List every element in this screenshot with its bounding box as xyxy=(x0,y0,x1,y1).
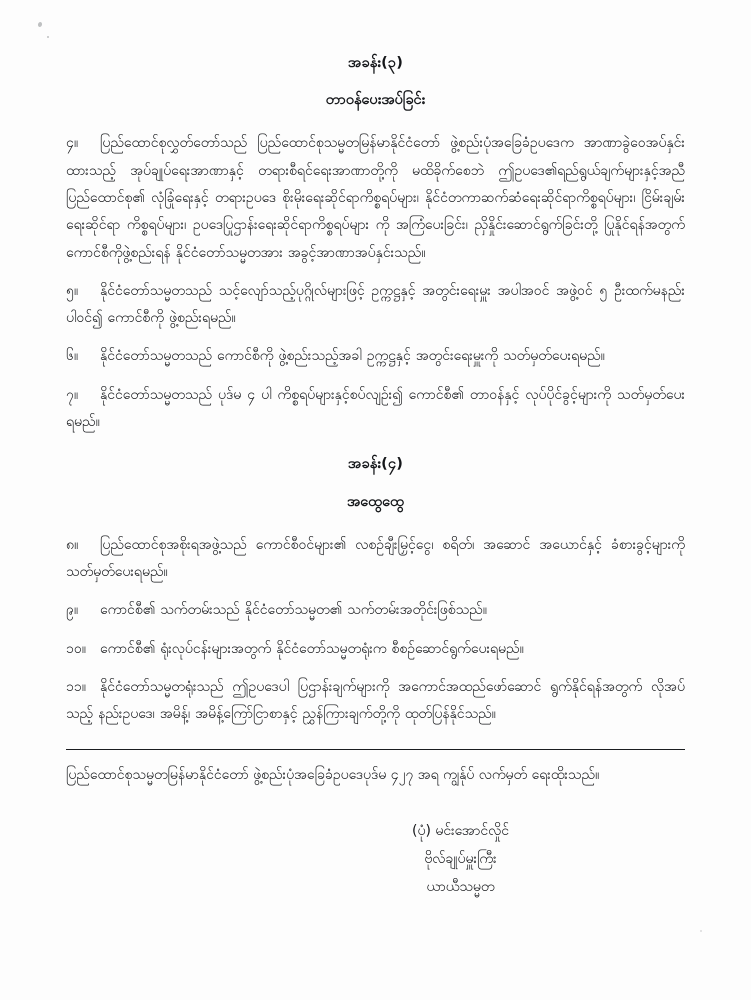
paragraph-8 xyxy=(66,532,685,587)
paragraph-10-text: ကောင်စီ၏ ရုံးလုပ်ငန်းများအတွက် နိုင်ငံတော်သမ္မတရုံးက စီစဉ်ဆောင်ရွက်ပေးရမည်။ xyxy=(100,640,524,657)
paragraph-6-text: နိုင်ငံတော်သမ္မတသည် ကောင်စီကို ဖွဲ့စည်းသည့်အခါ ဥက္ကဋ္ဌနှင့် အတွင်းရေးမှူးကို သတ်မှတ်ပေးရမည်။ xyxy=(100,348,605,365)
paragraph-5 xyxy=(66,278,685,333)
paragraph-4-text: ပြည်ထောင်စုလွှတ်တော်သည် ပြည်ထောင်စုသမ္မတမြန်မာနိုင်ငံတော် ဖွဲ့စည်းပုံအခြေခံဥပဒေက အာဏာခွဲဝေအပ်နှင်းထားသည့် အုပ်ချုပ်ရေးအာဏာနှင့် တရားစီရင်ရေးအာဏာတို့ကို မထိခိုက်စေဘဲ ဤဥပဒေ၏ရည်ရွယ်ချက်များနှင့်အညီ ပြည်ထောင်စု၏ လုံခြုံရေးနှင့် တရားဥပဒေ စိုးမိုးရေးဆိုင်ရာကိစ္စရပ်များ၊ နိုင်ငံတကာဆက်ဆံရေးဆိုင်ရာကိစ္စရပ်များ၊ ငြိမ်းချမ်းရေးဆိုင်ရာ ကိစ္စရပ်များ၊ ဥပဒေပြုဌာန်းရေးဆိုင်ရာကိစ္စရပ်များ ကို အကြံပေးခြင်း၊ ညှိနှိုင်းဆောင်ရွက်ခြင်းတို့ ပြုနိုင်ရန်အတွက် ကောင်စီကိုဖွဲ့စည်းရန် နိုင်ငံတော်သမ္မတအား အခွင့်အာဏာအပ်နှင်းသည်။ xyxy=(66,135,685,261)
signatory-office: ယာယီသမ္မတ xyxy=(426,878,495,895)
signatory-name: (ပုံ) မင်းအောင်လှိုင် xyxy=(412,822,509,839)
paragraph-7-number: ၇။ xyxy=(66,386,79,403)
paragraph-9-text: ကောင်စီ၏ သက်တမ်းသည် နိုင်ငံတော်သမ္မတ၏ သက်တမ်းအတိုင်းဖြစ်သည်။ xyxy=(100,602,487,619)
signatory-title: ဗိုလ်ချုပ်မှူးကြီး xyxy=(424,850,497,867)
paragraph-11 xyxy=(66,674,685,729)
paragraph-11-number: ၁၁။ xyxy=(66,678,86,695)
paragraph-8-number: ၈။ xyxy=(66,536,79,553)
paragraph-6-number: ၆။ xyxy=(66,348,79,365)
chapter-3-subheading: တာဝန်ပေးအပ်ခြင်း xyxy=(325,92,426,109)
paragraph-7 xyxy=(66,382,685,437)
paragraph-9 xyxy=(66,597,685,624)
paragraph-5-number: ၅။ xyxy=(66,282,79,299)
scan-speck-icon xyxy=(700,930,702,932)
paragraph-7-text: နိုင်ငံတော်သမ္မတသည် ပုဒ်မ ၄ ပါ ကိစ္စရပ်များနှင့်စပ်လျဉ်း၍ ကောင်စီ၏ တာဝန်နှင့် လုပ်ပိုင်ခွင့်များကို သတ်မှတ်ပေးရမည်။ xyxy=(66,386,685,431)
paragraph-6 xyxy=(66,343,685,370)
paragraph-9-number: ၉။ xyxy=(66,602,79,619)
paragraph-4-number: ၄။ xyxy=(66,135,79,152)
paragraph-4 xyxy=(66,130,685,266)
scan-speck-icon xyxy=(37,22,42,28)
paragraph-11-text: နိုင်ငံတော်သမ္မတရုံးသည် ဤဥပဒေပါ ပြဌာန်းချက်များကို အကောင်အထည်ဖော်ဆောင် ရွက်နိုင်ရန်အတွက် လိုအပ်သည့် နည်းဥပဒေ၊ အမိန့်၊ အမိန့်ကြော်ငြာစာနှင့် ညွှန်ကြားချက်တို့ကို ထုတ်ပြန်နိုင်သည်။ xyxy=(66,678,685,723)
signature-block xyxy=(66,817,685,901)
scan-speck-icon xyxy=(47,36,49,38)
paragraph-10-number: ၁၀။ xyxy=(66,640,86,657)
chapter-3-heading: အခန်း(၃) xyxy=(347,55,404,71)
document-body xyxy=(66,52,685,901)
horizontal-divider xyxy=(66,749,685,750)
paragraph-8-text: ပြည်ထောင်စုအစိုးရအဖွဲ့သည် ကောင်စီဝင်များ၏ လစဉ်ချီးမြှင့်ငွေ၊ စရိတ်၊ အဆောင် အယောင်နှင့် ခံစားခွင့်များကို သတ်မှတ်ပေးရမည်။ xyxy=(66,536,685,581)
chapter-4-subheading: အထွေထွေ xyxy=(346,493,405,510)
closing-statement: ပြည်ထောင်စုသမ္မတမြန်မာနိုင်ငံတော် ဖွဲ့စည်းပုံအခြေခံဥပဒေပုဒ်မ ၄၂၇ အရ ကျွန်ုပ် လက်မှတ် ရေးထိုးသည်။ xyxy=(66,766,600,783)
paragraph-10 xyxy=(66,636,685,663)
chapter-4-heading: အခန်း(၄) xyxy=(347,456,404,473)
paragraph-5-text: နိုင်ငံတော်သမ္မတသည် သင့်လျော်သည့်ပုဂ္ဂိုလ်များဖြင့် ဥက္ကဋ္ဌနှင့် အတွင်းရေးမှူး အပါအဝင် အဖွဲ့ဝင် ၅ ဦးထက်မနည်း ပါဝင်၍ ကောင်စီကို ဖွဲ့စည်းရမည်။ xyxy=(66,282,685,327)
